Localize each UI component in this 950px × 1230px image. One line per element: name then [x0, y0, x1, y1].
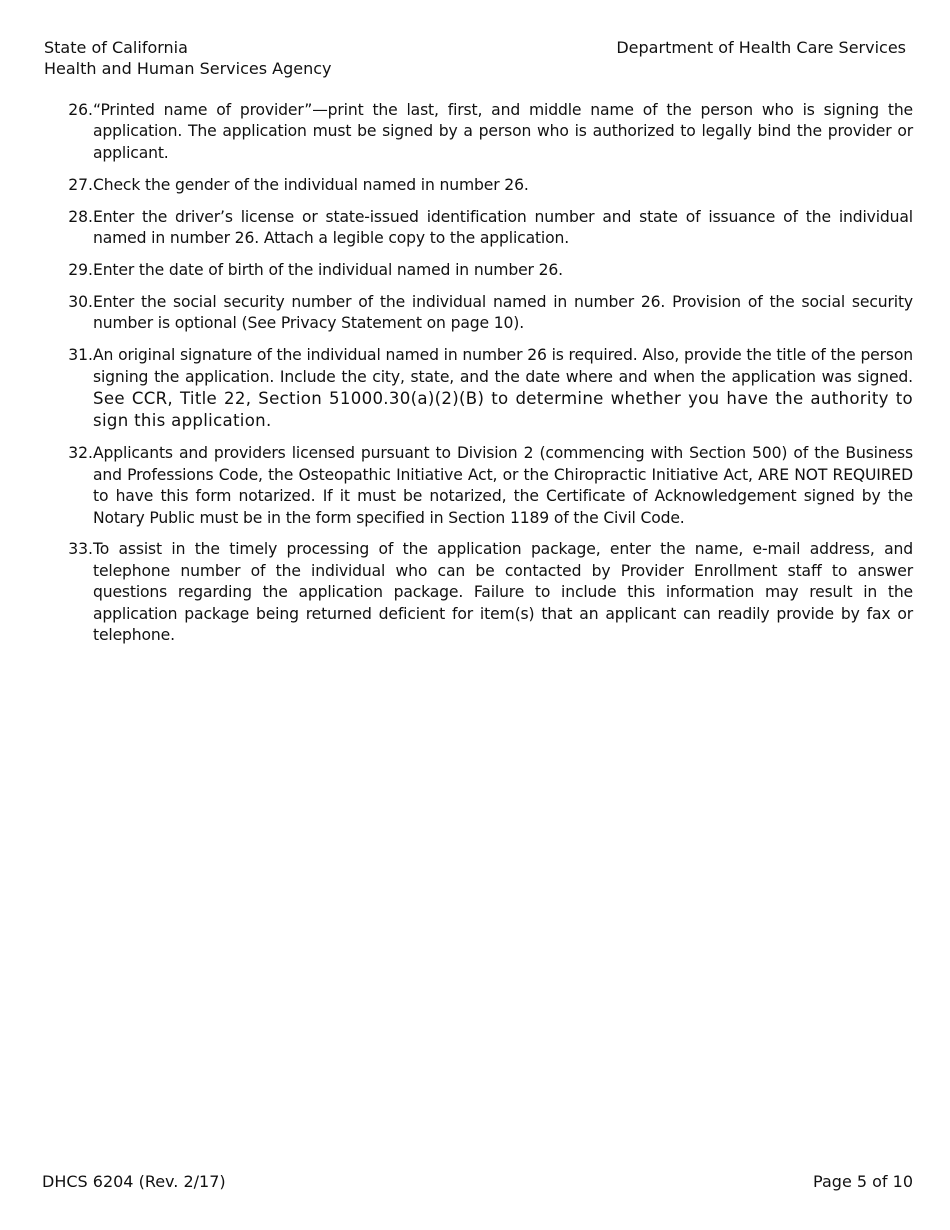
- item-number: 26.: [68, 101, 93, 119]
- footer-page-number: Page 5 of 10: [813, 1172, 913, 1191]
- item-text: Enter the social security number of the individual named in number 26. Provision of the social security number is optional (See Privacy Statement on page 10).: [93, 292, 913, 333]
- instruction-item-32: [44, 443, 913, 529]
- item-number: 32.: [68, 444, 93, 463]
- item-number: 31.: [68, 346, 93, 365]
- item-number: 27.: [68, 175, 93, 194]
- item-text: Applicants and providers licensed pursuant to Division 2 (commencing with Section 500) of the Business and Professions Code, the Osteopathic Initiative Act, or the Chiropractic Initiative Act, ARE NOT REQUIRED to have this form notarized. If it must be notarized, the Certificate of Acknowledgement signed by the Notary Public must be in the form specified in Section 1189 of the Civil Code.: [93, 444, 913, 527]
- item-number: 33.: [68, 540, 93, 559]
- instruction-item-31: [44, 345, 913, 433]
- item-number: 30.: [68, 292, 93, 311]
- instruction-item-30: [44, 292, 913, 335]
- item-text: Enter the driver’s license or state-issued identification number and state of issuance of the individual named in number 26. Attach a legible copy to the application.: [93, 207, 913, 248]
- item-number: 29.: [68, 260, 93, 279]
- item-text: To assist in the timely processing of the application package, enter the name, e-mail address, and telephone number of the individual who can be contacted by Provider Enrollment staff to answer questions regarding the application package. Failure to include this information may result in the application package being returned deficient for item(s) that an applicant can readily provide by fax or telephone.: [93, 540, 913, 645]
- instruction-item-27: [44, 175, 913, 196]
- item-text: An original signature of the individual named in number 26 is required. Also, provide the title of the person signing the application. Include the city, state, and the date where and when the application was signed.: [93, 346, 913, 386]
- item-emphasis-text: See CCR, Title 22, Section 51000.30(a)(2)(B) to determine whether you have the authority to sign this application.: [93, 388, 913, 431]
- instruction-list: [44, 100, 913, 657]
- item-text: Check the gender of the individual named in number 26.: [93, 175, 529, 194]
- instruction-item-33: [44, 539, 913, 646]
- instruction-item-29: [44, 260, 913, 281]
- item-text: Enter the date of birth of the individual named in number 26.: [93, 260, 563, 279]
- header-state: State of California: [44, 38, 188, 57]
- item-text-group: [93, 345, 913, 433]
- header-agency: [44, 37, 332, 79]
- item-number: 28.: [68, 207, 93, 226]
- item-text: “Printed name of provider”—print the last, first, and middle name of the person who is signing the application. The application must be signed by a person who is authorized to legally bind the provider or applicant.: [93, 101, 913, 162]
- instruction-item-28: [44, 207, 913, 250]
- header-agency-name: Health and Human Services Agency: [44, 59, 332, 78]
- header-department: Department of Health Care Services: [616, 38, 906, 57]
- footer-form-id: DHCS 6204 (Rev. 2/17): [42, 1172, 226, 1191]
- instruction-item-26: [44, 100, 913, 164]
